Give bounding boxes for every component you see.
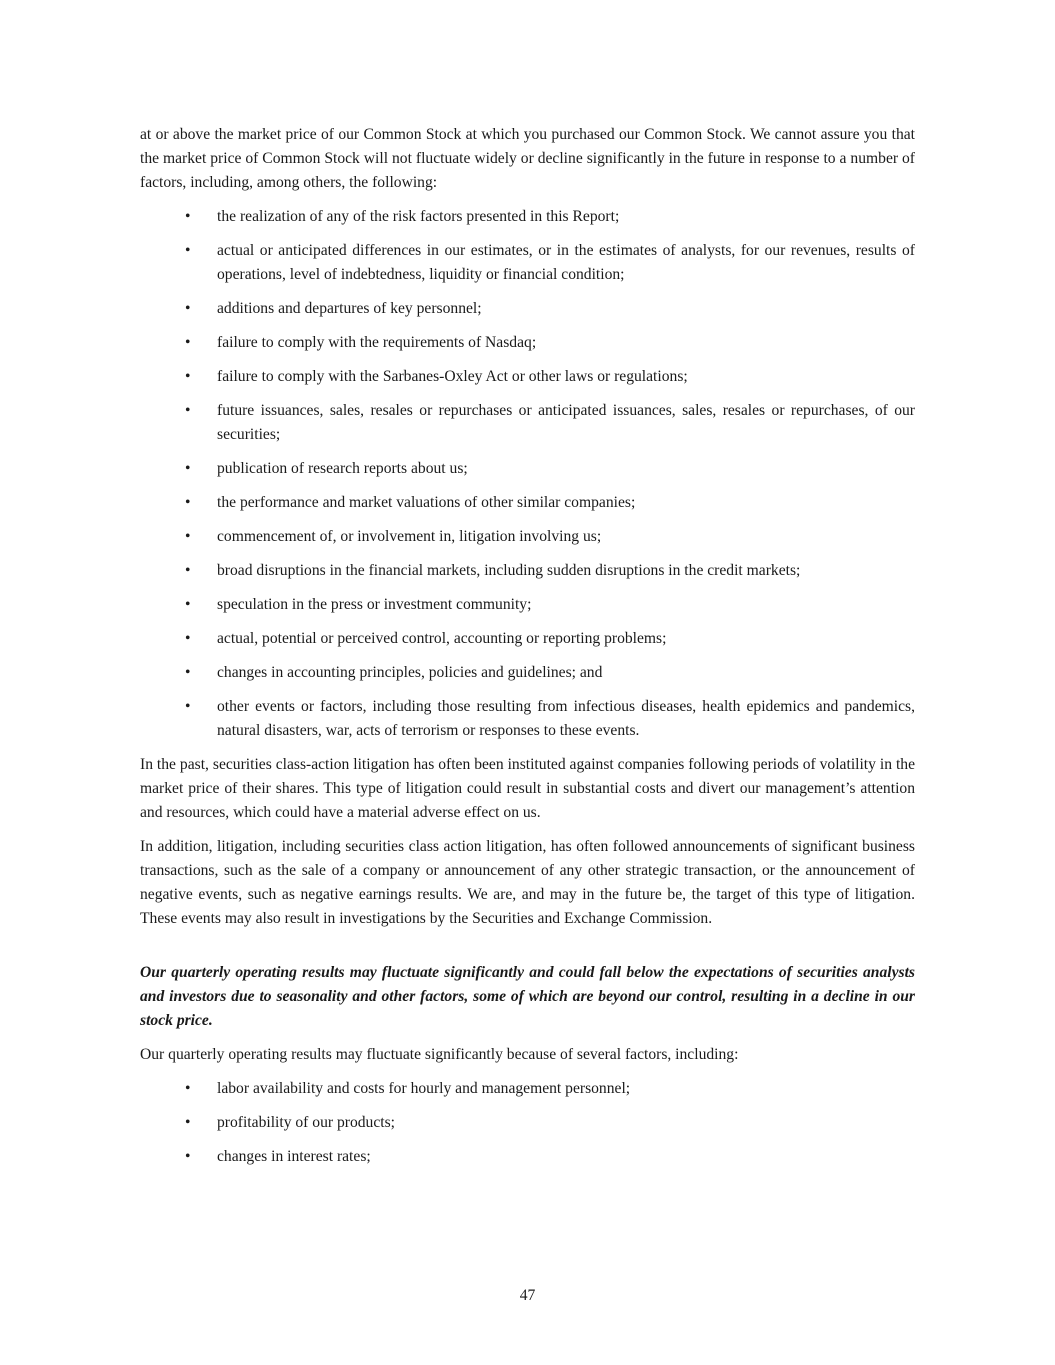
bullet-icon: •: [185, 494, 191, 511]
list-item-text: the realization of any of the risk factors presented in this Report;: [217, 208, 620, 225]
list-item: [140, 491, 915, 515]
quarterly-factors-list: [140, 1077, 915, 1169]
list-item: [140, 297, 915, 321]
bullet-icon: •: [185, 1080, 191, 1097]
list-item: [140, 627, 915, 651]
bullet-icon: •: [185, 368, 191, 385]
list-item-text: the performance and market valuations of other similar companies;: [217, 494, 636, 511]
bullet-icon: •: [185, 334, 191, 351]
bullet-icon: •: [185, 460, 191, 477]
list-item-text: commencement of, or involvement in, litigation involving us;: [217, 528, 602, 545]
bullet-icon: •: [185, 1148, 191, 1165]
list-item-text: failure to comply with the Sarbanes-Oxley Act or other laws or regulations;: [217, 368, 688, 385]
list-item-text: other events or factors, including those resulting from infectious diseases, health epidemics and pandemics, natural disasters, war, acts of terrorism or responses to these events.: [217, 698, 915, 739]
bullet-icon: •: [185, 562, 191, 579]
list-item: [140, 661, 915, 685]
page-number: 47: [519, 1287, 536, 1304]
bullet-icon: •: [185, 698, 191, 715]
bullet-icon: •: [185, 664, 191, 681]
list-item: [140, 1111, 915, 1135]
list-item-text: failure to comply with the requirements of Nasdaq;: [217, 334, 537, 351]
list-item: [140, 695, 915, 743]
list-item: [140, 331, 915, 355]
list-item: [140, 399, 915, 447]
bullet-icon: •: [185, 402, 191, 419]
document-page: [140, 123, 915, 1179]
litigation-paragraph-2: In addition, litigation, including securities class action litigation, has often followed announcements of significant business transactions, such as the sale of a company or announcement of any other strategic transaction, or the announcement of negative events, such as negative earnings results. We are, and may in the future be, the target of this type of litigation. These events may also result in investigations by the Securities and Exchange Commission.: [140, 838, 915, 927]
list-item: [140, 205, 915, 229]
list-item: [140, 365, 915, 389]
list-item-text: speculation in the press or investment community;: [217, 596, 532, 613]
list-item-text: changes in accounting principles, policies and guidelines; and: [217, 664, 603, 681]
list-item: [140, 1145, 915, 1169]
list-item: [140, 593, 915, 617]
litigation-paragraph-1: In the past, securities class-action litigation has often been instituted against companies following periods of volatility in the market price of their shares. This type of litigation could result in substantial costs and divert our management’s attention and resources, which could have a material adverse effect on us.: [140, 756, 915, 821]
bullet-icon: •: [185, 242, 191, 259]
list-item: [140, 239, 915, 287]
list-item-text: actual or anticipated differences in our estimates, or in the estimates of analysts, for our revenues, results of operations, level of indebtedness, liquidity or financial condition;: [217, 242, 915, 283]
list-item-text: labor availability and costs for hourly and management personnel;: [217, 1080, 631, 1097]
bullet-icon: •: [185, 528, 191, 545]
list-item: [140, 457, 915, 481]
factors-list: [140, 205, 915, 743]
list-item-text: broad disruptions in the financial markets, including sudden disruptions in the credit markets;: [217, 562, 801, 579]
bullet-icon: •: [185, 1114, 191, 1131]
bullet-icon: •: [185, 630, 191, 647]
list-item-text: profitability of our products;: [217, 1114, 395, 1131]
bullet-icon: •: [185, 300, 191, 317]
list-item: [140, 559, 915, 583]
list-item-text: additions and departures of key personnel;: [217, 300, 482, 317]
list-item-text: actual, potential or perceived control, accounting or reporting problems;: [217, 630, 667, 647]
section-heading: Our quarterly operating results may fluctuate significantly and could fall below the expectations of securities analysts and investors due to seasonality and other factors, some of which are beyond our control, resulting in a decline in our stock price.: [140, 964, 915, 1029]
list-item-text: publication of research reports about us;: [217, 460, 468, 477]
list-item: [140, 525, 915, 549]
list-item-text: future issuances, sales, resales or repurchases or anticipated issuances, sales, resales or repurchases, of our securities;: [217, 402, 915, 443]
intro-paragraph: at or above the market price of our Common Stock at which you purchased our Common Stock. We cannot assure you that the market price of Common Stock will not fluctuate widely or decline significantly in the future in response to a number of factors, including, among others, the following:: [140, 126, 915, 191]
list-item: [140, 1077, 915, 1101]
quarterly-intro-paragraph: Our quarterly operating results may fluctuate significantly because of several factors, including:: [140, 1046, 739, 1063]
list-item-text: changes in interest rates;: [217, 1148, 371, 1165]
bullet-icon: •: [185, 596, 191, 613]
bullet-icon: •: [185, 208, 191, 225]
